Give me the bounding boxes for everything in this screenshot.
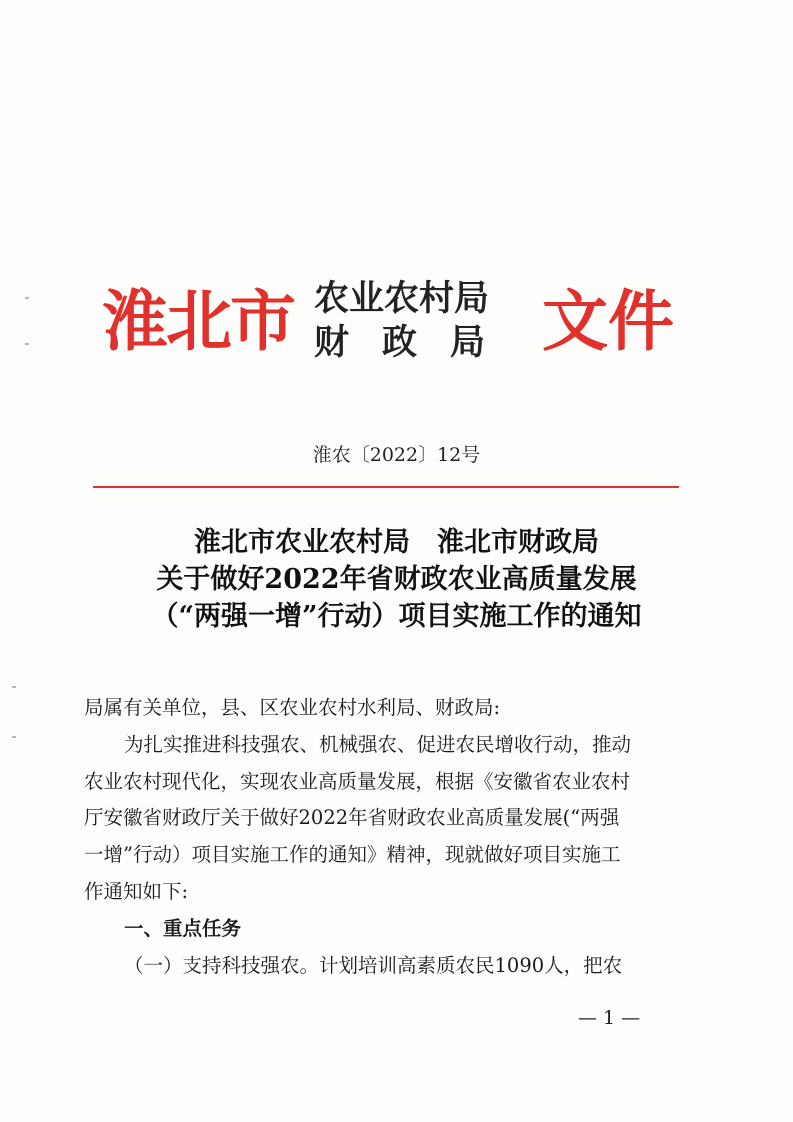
page-number: — 1 —: [578, 1007, 641, 1029]
document-body: [84, 690, 684, 984]
paragraph-line: 厅安徽省财政厅关于做好2022年省财政农业高质量发展(“两强: [84, 806, 620, 830]
title-line-1: 淮北市农业农村局 淮北市财政局: [194, 527, 599, 558]
recipients-line: 局属有关单位，县、区农业农村水利局、财政局:: [84, 696, 501, 719]
header-agency-agriculture: 农业农村局: [314, 278, 490, 319]
header-city: 淮北市: [102, 283, 294, 360]
header-doc-type: 文件: [542, 283, 674, 360]
paragraph-line: 农业农村现代化，实现农业高质量发展，根据《安徽省农业农村: [84, 769, 631, 793]
red-divider-line: [93, 486, 679, 488]
paragraph-line: 为扎实推进科技强农、机械强农、促进农民增收行动，推动: [124, 732, 632, 756]
paragraph-line: 一增”行动）项目实施工作的通知》精神，现就做好项目实施工: [84, 843, 621, 867]
document-header: [102, 275, 692, 375]
document-number: 淮农〔2022〕12号: [312, 444, 481, 466]
scan-mark: [25, 297, 29, 299]
header-agencies: [314, 277, 539, 365]
header-agency-finance: 财政局: [314, 322, 519, 363]
document-title: [0, 524, 793, 635]
paragraph-line: 作通知如下:: [84, 879, 189, 903]
title-line-3: （“两强一增”行动）项目实施工作的通知: [151, 601, 642, 632]
title-line-2: 关于做好2022年省财政农业高质量发展: [156, 564, 637, 595]
section-heading: 一、重点任务: [124, 916, 242, 940]
scan-mark: [12, 736, 16, 738]
scan-mark: [25, 343, 29, 345]
scan-mark: [12, 686, 16, 688]
item-line: （一）支持科技强农。计划培训高素质农民1090人，把农: [124, 953, 623, 977]
